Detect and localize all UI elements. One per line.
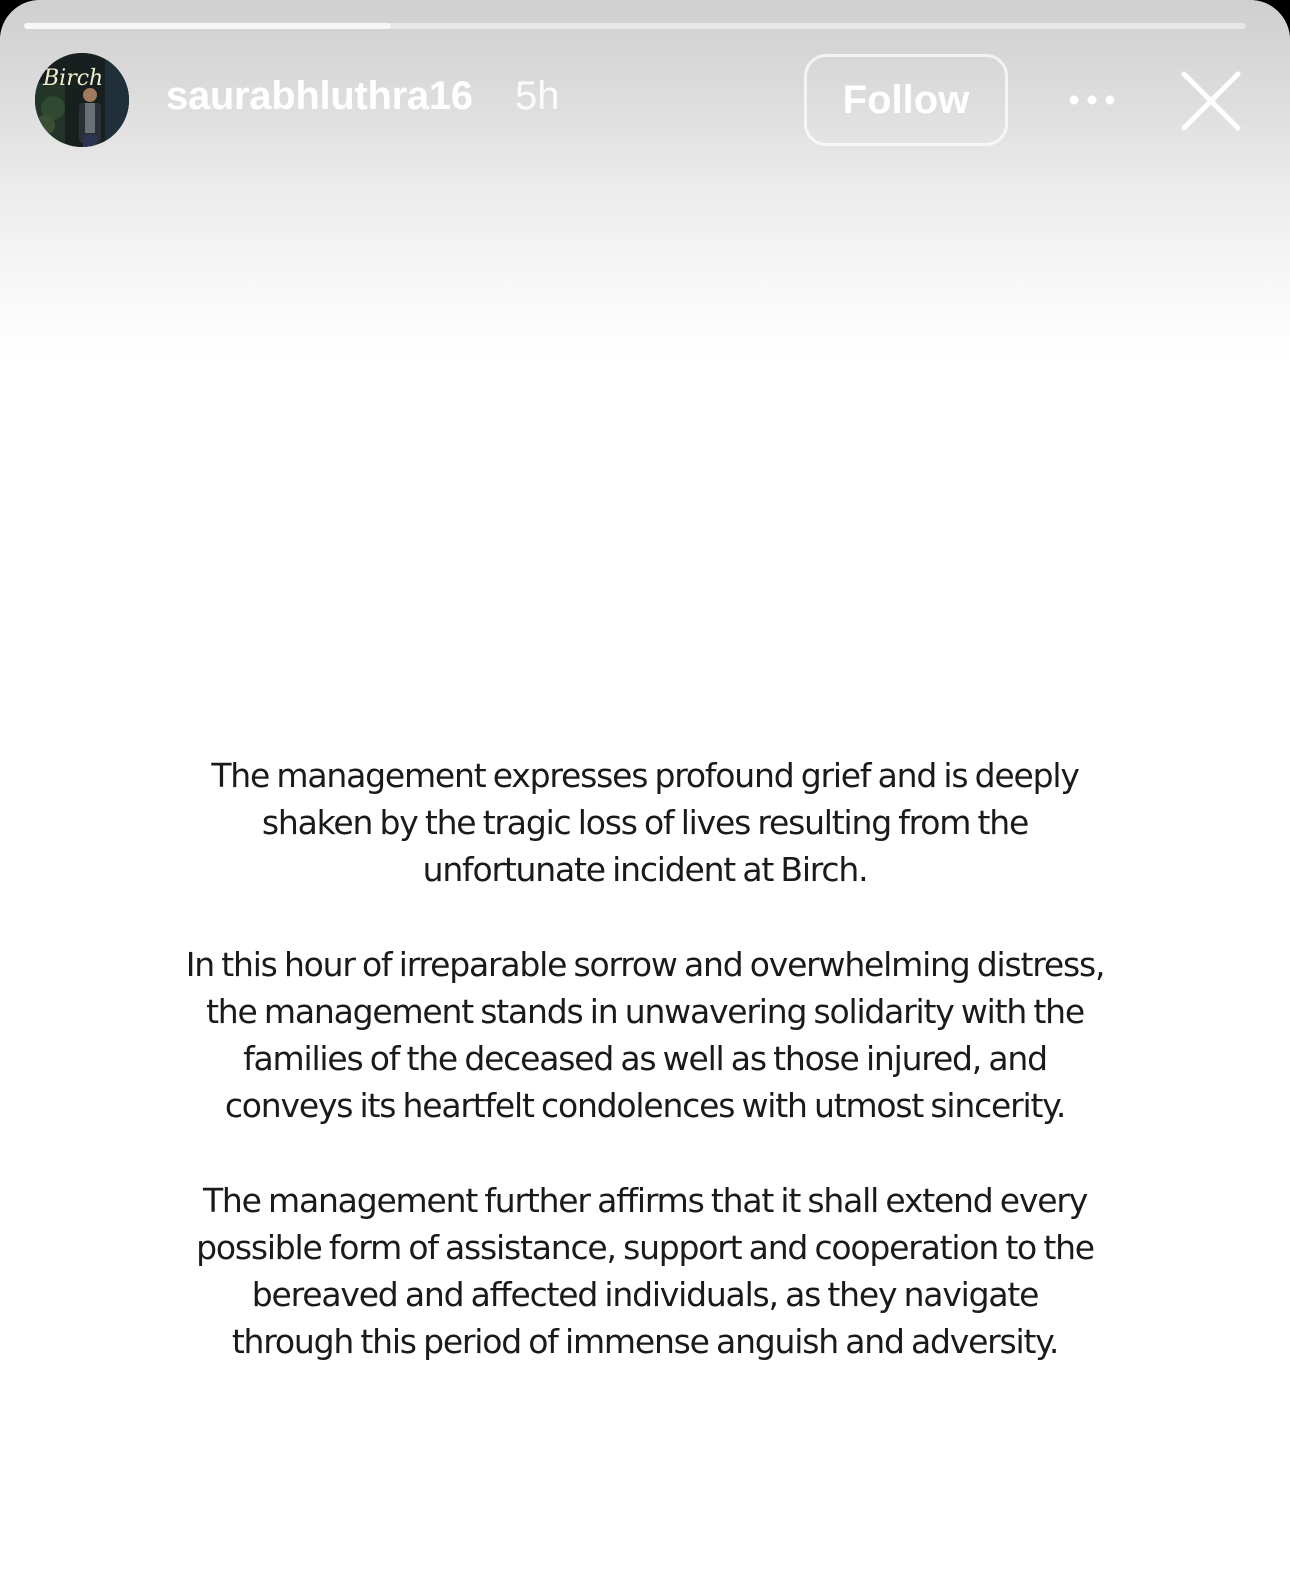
avatar-image: [35, 53, 129, 147]
statement-line: In this hour of irreparable sorrow and overwhelming distress,: [185, 945, 1105, 984]
statement-line: conveys its heartfelt condolences with utmost sincerity.: [224, 1086, 1066, 1125]
story-progress-bar: [24, 23, 1246, 29]
statement-paragraph: [40, 1177, 1250, 1365]
statement-line: shaken by the tragic loss of lives resulting from the: [261, 803, 1029, 842]
story-header: [0, 50, 1290, 150]
more-horizontal-icon: [1067, 94, 1117, 106]
avatar-logo-text: Birch: [43, 66, 104, 91]
avatar[interactable]: [35, 53, 129, 147]
close-button[interactable]: [1176, 66, 1246, 136]
statement-line: The management expresses profound grief and is deeply: [211, 756, 1079, 795]
statement-line: The management further affirms that it shall extend every: [202, 1181, 1088, 1220]
more-options-button[interactable]: [1062, 80, 1122, 120]
username[interactable]: saurabhluthra16: [166, 74, 473, 118]
statement-line: bereaved and affected individuals, as they navigate: [251, 1275, 1039, 1314]
statement-paragraph: [40, 941, 1250, 1129]
statement-line: unfortunate incident at Birch.: [422, 850, 868, 889]
story-progress-fill: [24, 23, 391, 29]
statement-line: through this period of immense anguish and adversity.: [231, 1322, 1059, 1361]
statement-line: possible form of assistance, support and cooperation to the: [196, 1228, 1094, 1267]
statement-line: families of the deceased as well as those injured, and: [243, 1039, 1047, 1078]
close-icon: [1176, 66, 1246, 136]
post-timestamp: 5h: [515, 74, 560, 118]
follow-button[interactable]: Follow: [804, 54, 1008, 146]
story-statement: [40, 752, 1250, 1413]
statement-line: the management stands in unwavering solidarity with the: [206, 992, 1084, 1031]
statement-paragraph: [40, 752, 1250, 893]
